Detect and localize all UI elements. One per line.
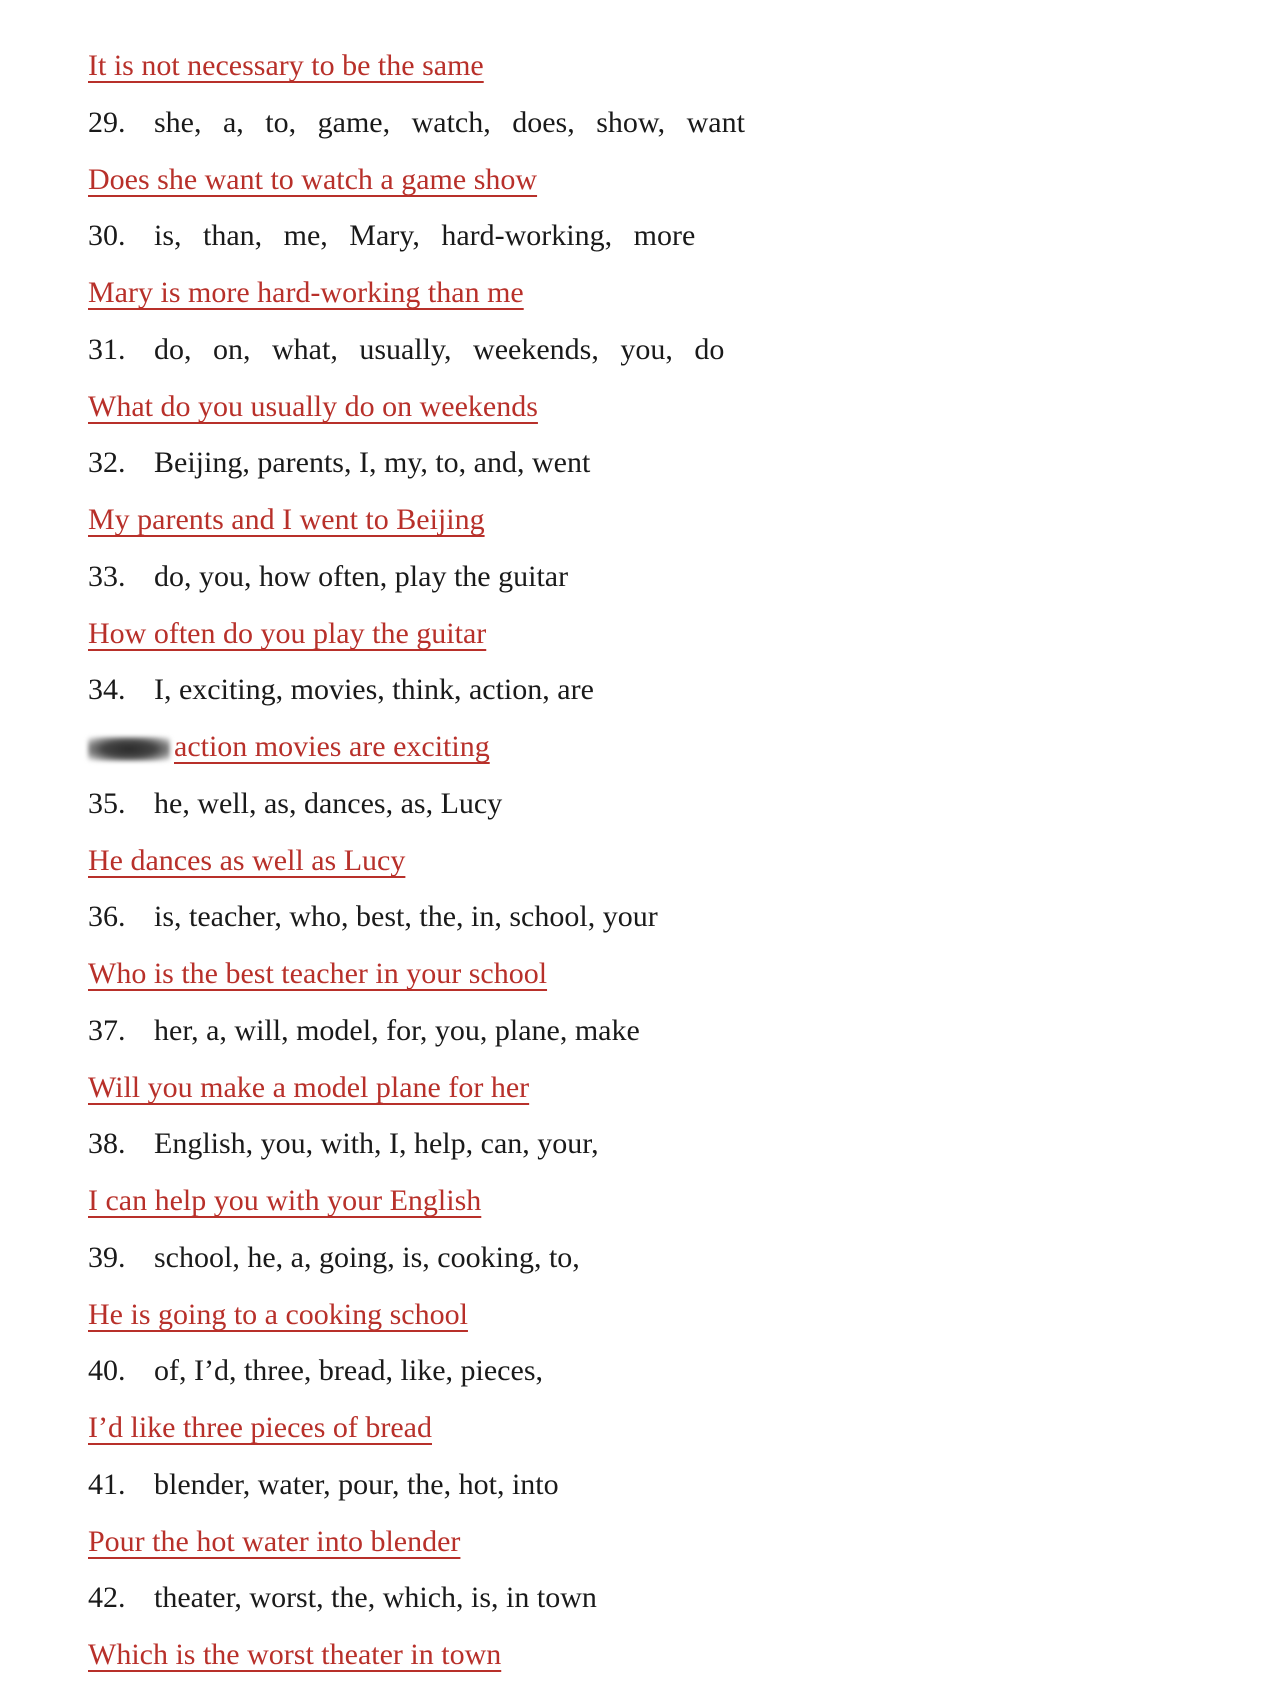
answer-line bbox=[88, 1522, 460, 1562]
question-words: theater, worst, the, which, is, in town bbox=[154, 1581, 597, 1614]
question-words: he, well, as, dances, as, Lucy bbox=[154, 787, 503, 820]
question-words: she, a, to, game, watch, does, show, want bbox=[154, 106, 745, 139]
answer-text: Will you make a model plane for her bbox=[88, 1071, 530, 1104]
answer-text: action movies are exciting bbox=[174, 730, 490, 763]
question-words: blender, water, pour, the, hot, into bbox=[154, 1468, 559, 1501]
answer-line bbox=[88, 1068, 529, 1108]
question-line-41 bbox=[88, 1465, 559, 1505]
question-number: 34. bbox=[88, 673, 126, 706]
answer-text: Does she want to watch a game show bbox=[88, 163, 538, 196]
answer-text: What do you usually do on weekends bbox=[88, 390, 538, 423]
answer-line bbox=[88, 500, 485, 540]
answer-text: It is not necessary to be the same bbox=[88, 49, 484, 82]
answer-text: I’d like three pieces of bread bbox=[88, 1411, 432, 1444]
answer-text: I can help you with your English bbox=[88, 1184, 482, 1217]
question-words: of, I’d, three, bread, like, pieces, bbox=[154, 1354, 543, 1387]
answer-line bbox=[88, 387, 538, 427]
answer-line bbox=[88, 727, 490, 767]
answer-line bbox=[88, 954, 547, 994]
question-words: school, he, a, going, is, cooking, to, bbox=[154, 1241, 580, 1274]
answer-text: He dances as well as Lucy bbox=[88, 844, 406, 877]
answer-text: Which is the worst theater in town bbox=[88, 1638, 502, 1671]
question-words: her, a, will, model, for, you, plane, make bbox=[154, 1014, 640, 1047]
question-line-37 bbox=[88, 1011, 640, 1051]
question-line-32 bbox=[88, 443, 590, 483]
question-line-36 bbox=[88, 897, 658, 937]
question-words: English, you, with, I, help, can, your, bbox=[154, 1127, 599, 1160]
question-words: is, than, me, Mary, hard-working, more bbox=[154, 219, 696, 252]
question-line-31 bbox=[88, 330, 724, 370]
question-line-30 bbox=[88, 216, 695, 256]
question-number: 39. bbox=[88, 1241, 126, 1274]
question-words: do, on, what, usually, weekends, you, do bbox=[154, 333, 725, 366]
answer-line bbox=[88, 1408, 432, 1448]
question-words: Beijing, parents, I, my, to, and, went bbox=[154, 446, 591, 479]
answer-text: How often do you play the guitar bbox=[88, 617, 487, 650]
answer-text: Who is the best teacher in your school bbox=[88, 957, 548, 990]
answer-line bbox=[88, 1295, 468, 1335]
answer-line bbox=[88, 160, 537, 200]
question-number: 38. bbox=[88, 1127, 126, 1160]
question-words: is, teacher, who, best, the, in, school, your bbox=[154, 900, 658, 933]
question-number: 29. bbox=[88, 106, 126, 139]
question-line-40 bbox=[88, 1351, 543, 1391]
question-number: 35. bbox=[88, 787, 126, 820]
answer-text: Pour the hot water into blender bbox=[88, 1525, 461, 1558]
question-line-39 bbox=[88, 1238, 580, 1278]
redacted-blur bbox=[88, 737, 170, 761]
question-line-42 bbox=[88, 1578, 597, 1618]
question-line-33 bbox=[88, 557, 568, 597]
answer-text: My parents and I went to Beijing bbox=[88, 503, 485, 536]
question-number: 36. bbox=[88, 900, 126, 933]
question-number: 42. bbox=[88, 1581, 126, 1614]
answer-line bbox=[88, 614, 486, 654]
answer-text: He is going to a cooking school bbox=[88, 1298, 468, 1331]
question-number: 33. bbox=[88, 560, 126, 593]
question-number: 37. bbox=[88, 1014, 126, 1047]
question-line-34 bbox=[88, 670, 594, 710]
question-words: do, you, how often, play the guitar bbox=[154, 560, 569, 593]
answer-text: Mary is more hard-working than me bbox=[88, 276, 524, 309]
question-number: 32. bbox=[88, 446, 126, 479]
question-number: 40. bbox=[88, 1354, 126, 1387]
answer-line bbox=[88, 273, 524, 313]
question-number: 41. bbox=[88, 1468, 126, 1501]
question-line-38 bbox=[88, 1124, 599, 1164]
answer-line bbox=[88, 46, 484, 86]
question-number: 31. bbox=[88, 333, 126, 366]
question-line-29 bbox=[88, 103, 745, 143]
question-line-35 bbox=[88, 784, 502, 824]
question-words: I, exciting, movies, think, action, are bbox=[154, 673, 594, 706]
answer-line bbox=[88, 1635, 501, 1675]
answer-line bbox=[88, 1181, 481, 1221]
question-number: 30. bbox=[88, 219, 126, 252]
answer-line bbox=[88, 841, 405, 881]
